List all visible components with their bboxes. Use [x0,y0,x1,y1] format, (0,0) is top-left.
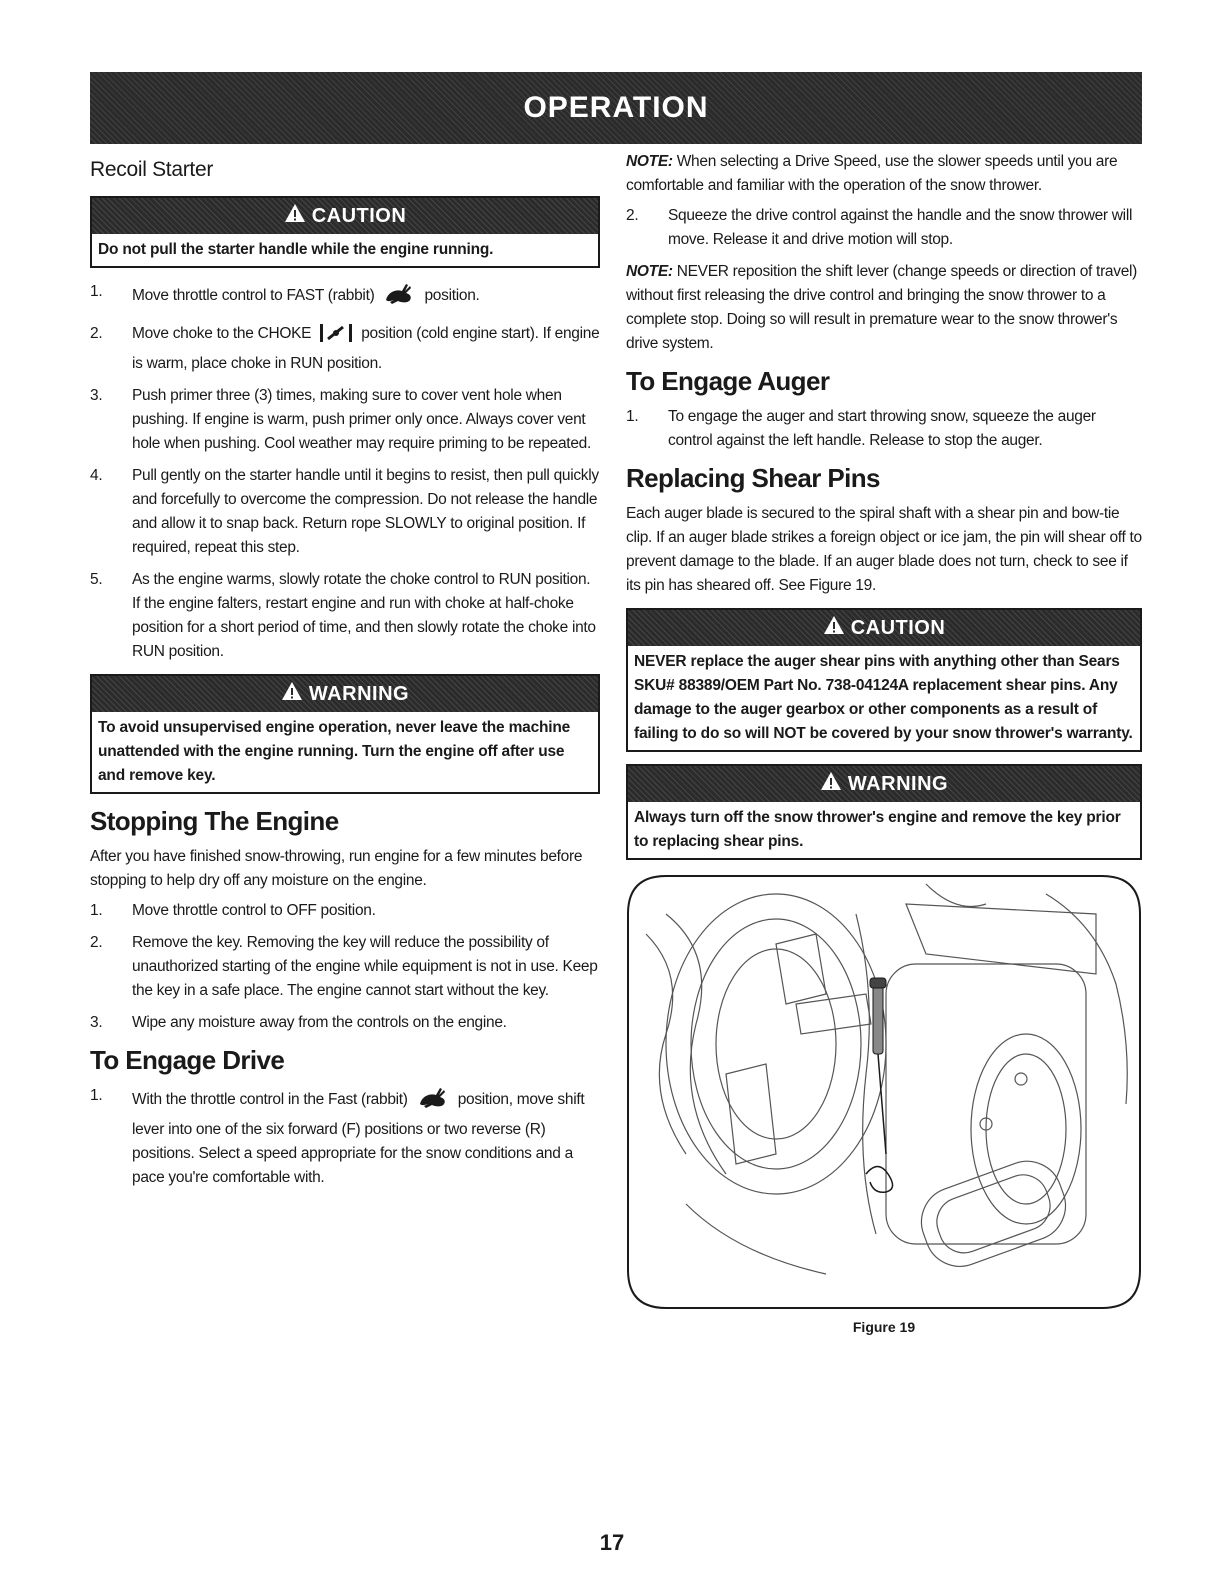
caution-label: CAUTION [311,204,407,227]
note-label: NOTE: [626,263,673,280]
warning-box [626,764,1142,860]
list-item [90,322,600,376]
engage-auger-heading: To Engage Auger [626,366,830,396]
step-number: 2. [90,934,103,951]
drive-steps-cont [626,204,1142,252]
warning-text: Always turn off the snow thrower's engine and remove the key prior to replacing shear pins. [634,809,1121,850]
note-label: NOTE: [626,153,673,170]
warning-triangle-icon [823,615,845,641]
list-item [90,899,600,923]
list-item [626,405,1142,453]
step-number: 1. [90,283,103,300]
note-text: When selecting a Drive Speed, use the slower speeds until you are comfortable and familiar with the operation of the snow thrower. [626,153,1118,194]
warning-triangle-icon [820,771,842,797]
step-text-cont: position. [424,287,480,304]
warning-triangle-icon [284,203,306,229]
recoil-steps [90,280,600,664]
warning-label: WARNING [308,682,410,705]
warning-box [90,674,600,794]
warning-header [92,676,598,712]
auger-steps [626,405,1142,453]
shear-pins-heading: Replacing Shear Pins [626,463,880,493]
step-text: Push primer three (3) times, making sure to cover vent hole when pushing. If engine is warm, push primer only once. Always cover vent hole when pushing. Cool weather may require priming to be repeated. [132,387,591,452]
note-shift-lever [626,260,1142,356]
right-column [626,150,1142,1335]
caution-header [628,610,1140,646]
step-number: 5. [90,571,103,588]
stopping-engine-heading: Stopping The Engine [90,806,339,836]
list-item [90,384,600,456]
step-text-cont: position, move shift lever into one of the six forward (F) positions or two reverse (R) positions. Select a speed appropriate for the snow conditions and a pace you're comfortable with. [132,1091,585,1186]
stopping-intro: After you have finished snow-throwing, run engine for a few minutes before stopping to help dry off any moisture on the engine. [90,848,583,889]
note-drive-speed [626,150,1142,198]
caution-box [626,608,1142,752]
rabbit-icon [382,280,416,314]
warning-triangle-icon [281,681,303,707]
auger-shear-pin-diagram [626,874,1142,1310]
caution-box [90,196,600,268]
caution-text: NEVER replace the auger shear pins with anything other than Sears SKU# 88389/OEM Part No. 738-04124A replacement shear pins. Any damage to the auger gearbox or other components as a result of failing to do so will NOT be covered by your snow thrower's warranty. [634,653,1133,742]
engage-drive-heading: To Engage Drive [90,1045,285,1075]
step-number: 1. [90,902,103,919]
list-item [90,1084,600,1190]
step-text-cont: position (cold engine start). If engine is warm, place choke in RUN position. [132,325,600,372]
step-text: Move throttle control to OFF position. [132,902,376,919]
warning-text: To avoid unsupervised engine operation, never leave the machine unattended with the engine running. Turn the engine off after use and remove key. [98,719,571,784]
step-number: 4. [90,467,103,484]
rabbit-icon [416,1084,450,1118]
list-item [90,1011,600,1035]
step-text: As the engine warms, slowly rotate the choke control to RUN position. If the engine falters, restart engine and run with choke at half-choke position for a short period of time, and then slowly rotate the choke into RUN position. [132,571,596,660]
drive-steps [90,1084,600,1190]
caution-header [92,198,598,234]
step-number: 2. [90,325,103,342]
step-number: 2. [626,207,639,224]
shear-pins-text: Each auger blade is secured to the spiral shaft with a shear pin and bow-tie clip. If an auger blade strikes a foreign object or ice jam, the pin will shear off to prevent damage to the blade. If an auger blade does not turn, check to see if its pin has sheared off. See Figure 19. [626,505,1142,594]
step-text: With the throttle control in the Fast (rabbit) [132,1091,408,1108]
step-text: Move choke to the CHOKE [132,325,312,342]
step-number: 3. [90,387,103,404]
step-text: Remove the key. Removing the key will reduce the possibility of unauthorized starting of the engine while equipment is not in use. Keep the key in a safe place. The engine cannot start without the key. [132,934,598,999]
list-item [90,568,600,664]
list-item [90,280,600,314]
page-title: OPERATION [523,91,709,124]
figure-19-illustration [626,874,1142,1335]
caution-text: Do not pull the starter handle while the engine running. [98,241,494,258]
step-number: 1. [626,408,639,425]
left-column [90,150,600,1198]
section-banner [90,72,1142,144]
step-number: 1. [90,1087,103,1104]
caution-label: CAUTION [850,616,946,639]
step-text: Pull gently on the starter handle until it begins to resist, then pull quickly and forcefully to overcome the compression. Do not release the handle and allow it to snap back. Return rope SLOWLY to original position. If required, repeat this step. [132,467,599,556]
choke-icon [319,322,353,352]
recoil-starter-heading: Recoil Starter [90,158,214,181]
step-text: To engage the auger and start throwing snow, squeeze the auger control against the left handle. Release to stop the auger. [668,408,1096,449]
step-text: Move throttle control to FAST (rabbit) [132,287,375,304]
stopping-steps [90,899,600,1035]
step-text: Wipe any moisture away from the controls on the engine. [132,1014,507,1031]
figure-caption: Figure 19 [852,1319,916,1335]
note-text: NEVER reposition the shift lever (change speeds or direction of travel) without first releasing the drive control and bringing the snow thrower to a complete stop. Doing so will result in premature wear to the snow thrower's drive system. [626,263,1138,352]
page-number: 17 [599,1530,625,1555]
warning-label: WARNING [847,772,949,795]
list-item [626,204,1142,252]
warning-header [628,766,1140,802]
list-item [90,931,600,1003]
list-item [90,464,600,560]
step-text: Squeeze the drive control against the handle and the snow thrower will move. Release it and drive motion will stop. [668,207,1133,248]
step-number: 3. [90,1014,103,1031]
